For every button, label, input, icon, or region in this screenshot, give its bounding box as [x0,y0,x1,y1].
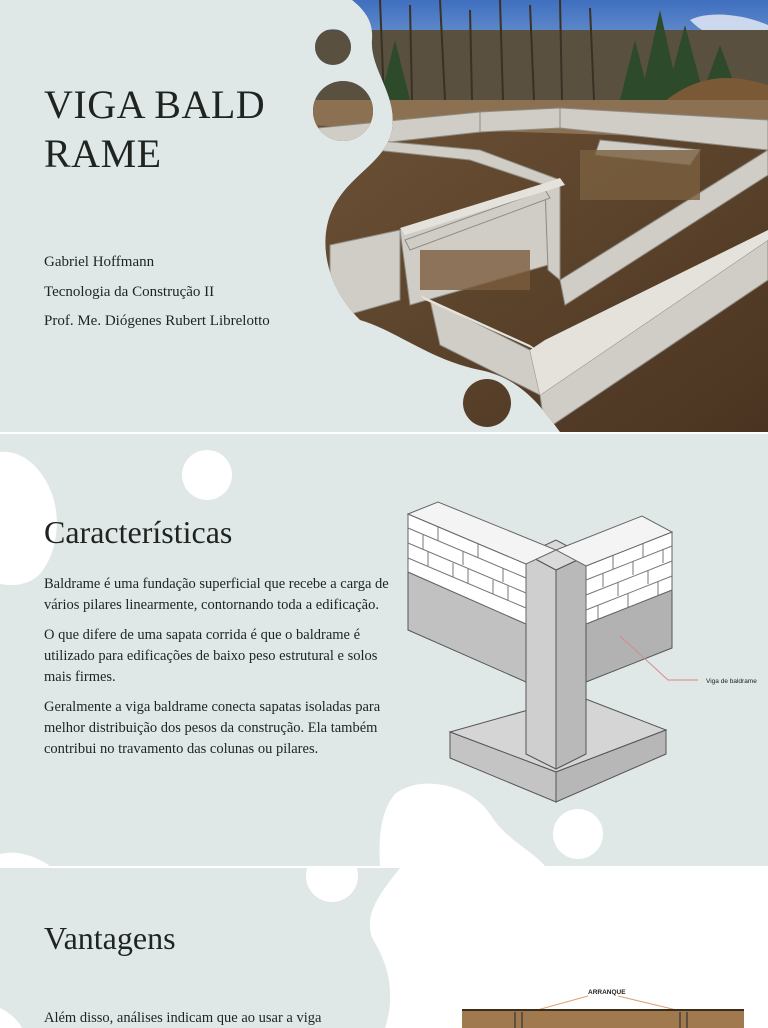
diagram-label: Viga de baldrame [706,678,757,685]
cover-slide [0,0,768,432]
vantagens-text: Além disso, análises indicam que ao usar a viga [44,1010,322,1026]
paragraph-3: Geralmente a viga baldrame conecta sapatas isoladas para melhor distribuição dos pesos da construção. Ela também contribui no travamento das colunas ou pilares. [44,699,381,757]
arranque-diagram [460,982,760,1028]
paragraph-2: O que difere de uma sapata corrida é que o baldrame é utilizado para edificações de baixo peso estrutural e solos mais firmes. [44,627,378,685]
section-heading: Características [44,514,233,550]
vantagens-slide [0,868,768,1028]
caracteristicas-slide [0,434,768,866]
author-name: Gabriel Hoffmann [44,254,155,270]
course-name: Tecnologia da Construção II [44,284,215,300]
diagram-label: ARRANQUE [588,989,626,996]
professor-name: Prof. Me. Diógenes Rubert Librelotto [44,313,270,329]
caracteristicas-text [44,574,404,769]
construction-photo [0,0,768,432]
presentation-title: VIGA BALDRAME [44,82,266,176]
baldrame-diagram [398,484,768,814]
paragraph-1: Baldrame é uma fundação superficial que recebe a carga de vários pilares linearmente, contornando toda a edificação. [44,576,389,613]
section-heading: Vantagens [44,920,176,956]
